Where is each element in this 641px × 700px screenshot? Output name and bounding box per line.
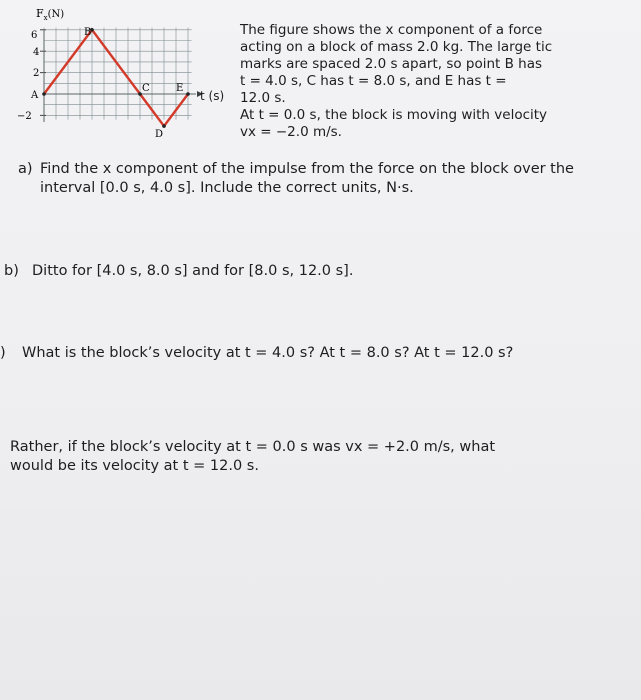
- description-line: 12.0 s.: [240, 90, 286, 106]
- question-a-text-cont: interval [0.0 s, 4.0 s]. Include the correct units, N·s.: [40, 180, 414, 196]
- description-line: acting on a block of mass 2.0 kg. The large tic: [240, 39, 553, 55]
- y-tick-label: 4: [33, 47, 40, 58]
- point-label-e: E: [176, 83, 184, 94]
- point-label-c: C: [142, 83, 150, 94]
- question-d-text: Rather, if the block’s velocity at t = 0.0 s was vx = +2.0 m/s, what: [10, 439, 496, 455]
- question-c-text: What is the block’s velocity at t = 4.0 s? At t = 8.0 s? At t = 12.0 s?: [22, 345, 514, 361]
- x-axis-label: t (s): [200, 89, 225, 103]
- point-label-b: B: [84, 27, 92, 38]
- question-b: [4, 262, 634, 281]
- question-c-label: ): [0, 345, 6, 361]
- question-a: [18, 160, 628, 198]
- force-graph: [0, 0, 240, 150]
- question-d: [10, 438, 635, 476]
- y-axis-label: $F_x(N)$: [36, 7, 65, 22]
- question-b-text: Ditto for [4.0 s, 8.0 s] and for [8.0 s, 12.0 s].: [32, 263, 354, 279]
- question-a-label: a): [18, 161, 33, 177]
- graph-grid: [40, 28, 192, 120]
- y-tick-label: 6: [31, 30, 38, 41]
- description-line: vx = −2.0 m/s.: [240, 124, 342, 140]
- y-tick-label: 2: [33, 68, 40, 79]
- problem-description: [240, 22, 630, 141]
- description-line: At t = 0.0 s, the block is moving with velocity: [240, 107, 548, 123]
- data-point-e: [186, 92, 190, 96]
- description-line: The figure shows the x component of a force: [240, 22, 543, 38]
- point-label-a: A: [31, 90, 39, 101]
- data-point-d: [162, 124, 166, 128]
- point-label-d: D: [155, 129, 164, 140]
- question-b-label: b): [4, 263, 19, 279]
- data-point-a: [42, 92, 46, 96]
- y-tick-label: −2: [17, 111, 32, 122]
- description-line: t = 4.0 s, C has t = 8.0 s, and E has t =: [240, 73, 507, 89]
- question-a-text: Find the x component of the impulse from the force on the block over the: [40, 161, 574, 177]
- description-line: marks are spaced 2.0 s apart, so point B has: [240, 56, 543, 72]
- question-c: [0, 344, 635, 363]
- question-d-text-cont: would be its velocity at t = 12.0 s.: [10, 458, 259, 474]
